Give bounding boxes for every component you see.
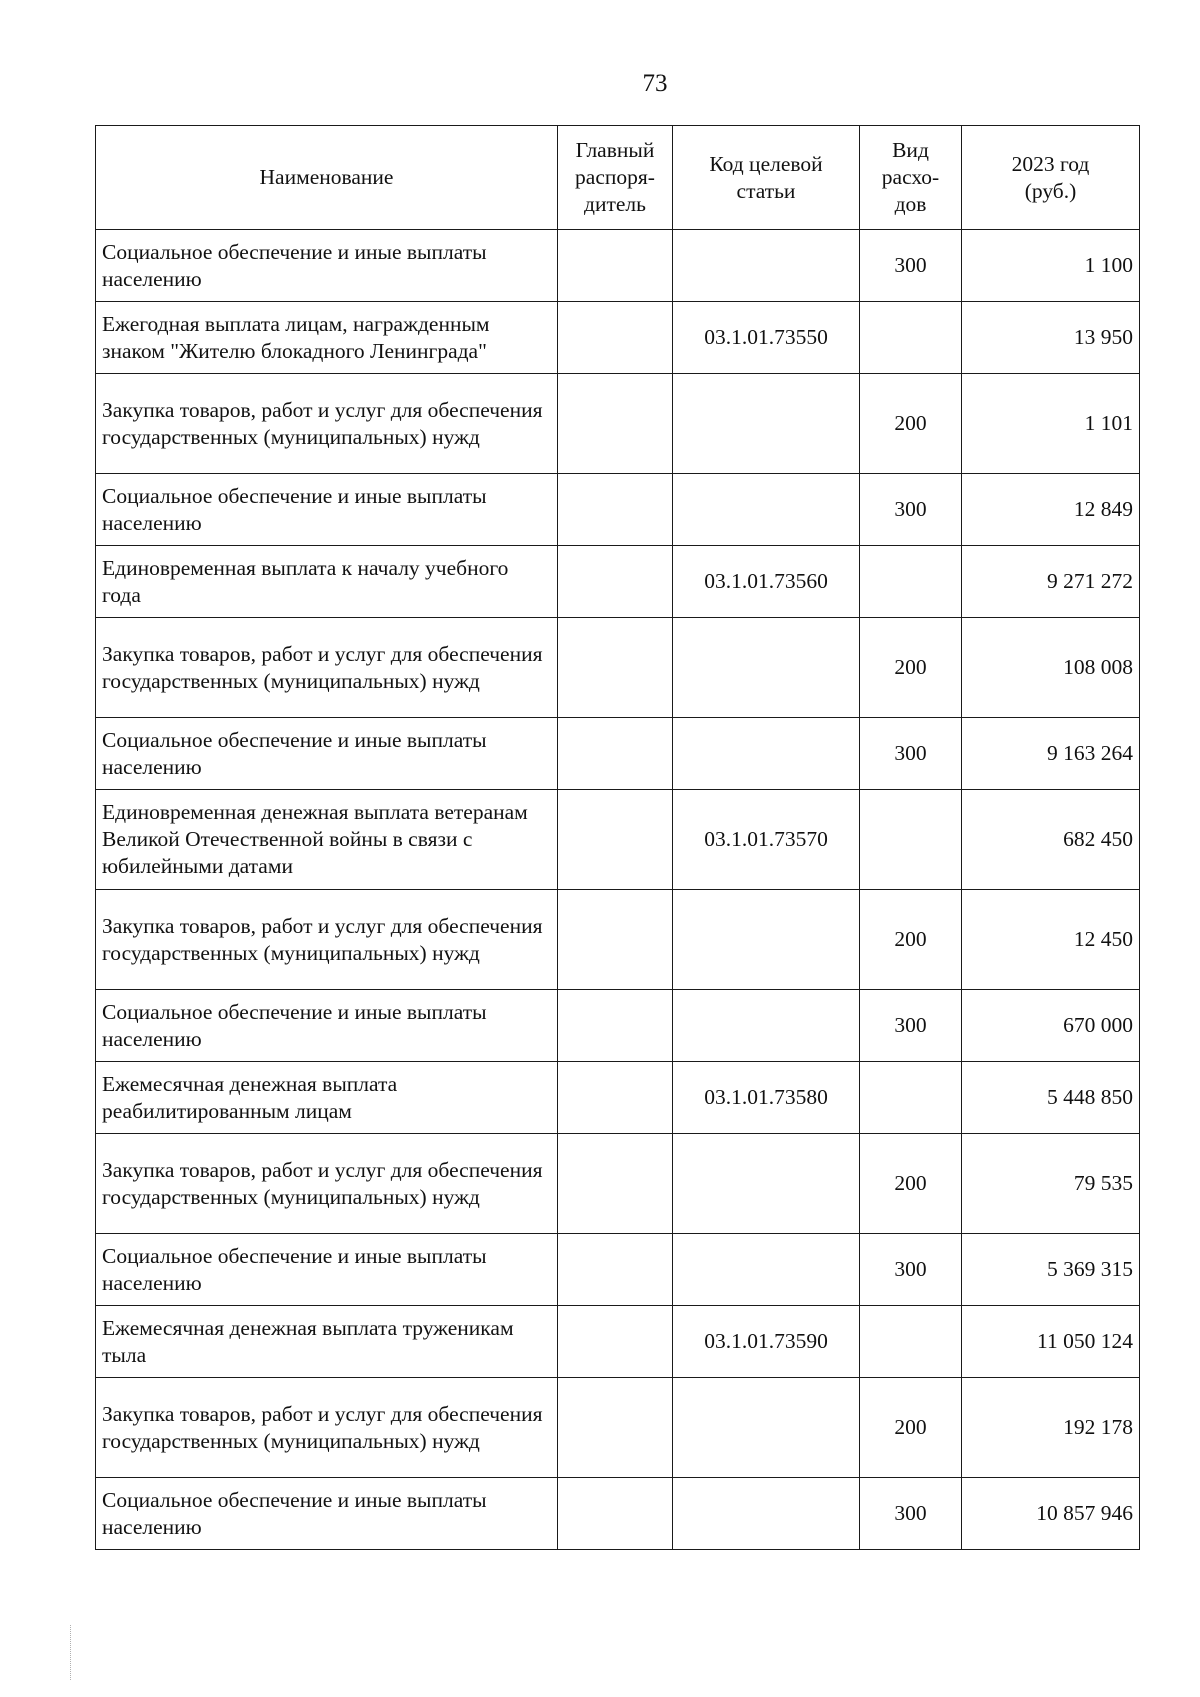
row-code-cell xyxy=(673,718,860,790)
row-distributor-cell xyxy=(558,1234,673,1306)
row-name-cell: Закупка товаров, работ и услуг для обеспечения государственных (муниципальных) нужд xyxy=(96,618,558,718)
page-number: 73 xyxy=(642,70,668,97)
column-header-kind xyxy=(860,126,962,230)
row-distributor-cell xyxy=(558,1134,673,1234)
row-name-cell: Закупка товаров, работ и услуг для обеспечения государственных (муниципальных) нужд xyxy=(96,1378,558,1478)
column-header-kind-text: Вид расхо- дов xyxy=(881,138,940,216)
row-amount-cell: 192 178 xyxy=(962,1378,1140,1478)
table-row xyxy=(96,1306,1140,1378)
row-kind-cell xyxy=(860,1062,962,1134)
table-body xyxy=(96,230,1140,1550)
row-code-cell xyxy=(673,1478,860,1550)
row-amount-cell: 682 450 xyxy=(962,790,1140,890)
row-code-cell xyxy=(673,1134,860,1234)
table-row xyxy=(96,790,1140,890)
row-code-cell xyxy=(673,374,860,474)
table-row xyxy=(96,618,1140,718)
row-name-cell: Единовременная выплата к началу учебного года xyxy=(96,546,558,618)
table-header-row xyxy=(96,126,1140,230)
row-distributor-cell xyxy=(558,1306,673,1378)
row-amount-cell: 10 857 946 xyxy=(962,1478,1140,1550)
table-row xyxy=(96,1062,1140,1134)
row-name-cell: Социальное обеспечение и иные выплаты населению xyxy=(96,230,558,302)
row-kind-cell xyxy=(860,790,962,890)
row-amount-cell: 9 271 272 xyxy=(962,546,1140,618)
row-distributor-cell xyxy=(558,374,673,474)
row-kind-cell: 200 xyxy=(860,618,962,718)
row-kind-cell: 200 xyxy=(860,1378,962,1478)
row-distributor-cell xyxy=(558,230,673,302)
row-distributor-cell xyxy=(558,474,673,546)
row-code-cell: 03.1.01.73560 xyxy=(673,546,860,618)
row-kind-cell: 200 xyxy=(860,374,962,474)
column-header-distributor-text: Главный распоря- дитель xyxy=(575,138,655,216)
row-kind-cell: 300 xyxy=(860,718,962,790)
row-distributor-cell xyxy=(558,890,673,990)
row-name-cell: Закупка товаров, работ и услуг для обеспечения государственных (муниципальных) нужд xyxy=(96,374,558,474)
row-code-cell xyxy=(673,1378,860,1478)
row-kind-cell xyxy=(860,302,962,374)
row-kind-cell xyxy=(860,1306,962,1378)
row-code-cell xyxy=(673,618,860,718)
row-name-cell: Социальное обеспечение и иные выплаты населению xyxy=(96,1234,558,1306)
row-name-cell: Социальное обеспечение и иные выплаты населению xyxy=(96,474,558,546)
row-name-cell: Ежемесячная денежная выплата реабилитированным лицам xyxy=(96,1062,558,1134)
row-kind-cell: 300 xyxy=(860,230,962,302)
row-distributor-cell xyxy=(558,718,673,790)
row-amount-cell: 5 369 315 xyxy=(962,1234,1140,1306)
row-distributor-cell xyxy=(558,1062,673,1134)
table-row xyxy=(96,990,1140,1062)
table-row xyxy=(96,230,1140,302)
row-code-cell: 03.1.01.73590 xyxy=(673,1306,860,1378)
row-distributor-cell xyxy=(558,302,673,374)
row-amount-cell: 1 101 xyxy=(962,374,1140,474)
column-header-amount xyxy=(962,126,1140,230)
row-code-cell: 03.1.01.73570 xyxy=(673,790,860,890)
table-row xyxy=(96,474,1140,546)
table-row xyxy=(96,1478,1140,1550)
row-kind-cell: 300 xyxy=(860,1478,962,1550)
table-row xyxy=(96,1134,1140,1234)
row-amount-cell: 13 950 xyxy=(962,302,1140,374)
row-name-cell: Единовременная денежная выплата ветеранам Великой Отечественной войны в связи с юбилейными датами xyxy=(96,790,558,890)
table-row xyxy=(96,1234,1140,1306)
row-code-cell: 03.1.01.73550 xyxy=(673,302,860,374)
row-name-cell: Закупка товаров, работ и услуг для обеспечения государственных (муниципальных) нужд xyxy=(96,890,558,990)
column-header-amount-text: 2023 год (руб.) xyxy=(1011,151,1090,203)
row-name-cell: Социальное обеспечение и иные выплаты населению xyxy=(96,718,558,790)
row-amount-cell: 1 100 xyxy=(962,230,1140,302)
row-amount-cell: 12 849 xyxy=(962,474,1140,546)
table-row xyxy=(96,374,1140,474)
column-header-code xyxy=(673,126,860,230)
row-code-cell xyxy=(673,474,860,546)
budget-table xyxy=(95,125,1140,1550)
row-code-cell: 03.1.01.73580 xyxy=(673,1062,860,1134)
table-row xyxy=(96,890,1140,990)
row-code-cell xyxy=(673,990,860,1062)
row-name-cell: Закупка товаров, работ и услуг для обеспечения государственных (муниципальных) нужд xyxy=(96,1134,558,1234)
row-amount-cell: 12 450 xyxy=(962,890,1140,990)
row-kind-cell: 300 xyxy=(860,474,962,546)
row-kind-cell xyxy=(860,546,962,618)
row-kind-cell: 300 xyxy=(860,990,962,1062)
scan-artifact xyxy=(70,1625,73,1680)
row-amount-cell: 670 000 xyxy=(962,990,1140,1062)
row-code-cell xyxy=(673,230,860,302)
row-amount-cell: 79 535 xyxy=(962,1134,1140,1234)
row-code-cell xyxy=(673,1234,860,1306)
row-kind-cell: 200 xyxy=(860,1134,962,1234)
row-distributor-cell xyxy=(558,790,673,890)
row-name-cell: Социальное обеспечение и иные выплаты населению xyxy=(96,990,558,1062)
row-amount-cell: 9 163 264 xyxy=(962,718,1140,790)
row-kind-cell: 300 xyxy=(860,1234,962,1306)
table-row xyxy=(96,302,1140,374)
row-distributor-cell xyxy=(558,1478,673,1550)
table-row xyxy=(96,718,1140,790)
row-distributor-cell xyxy=(558,990,673,1062)
row-amount-cell: 5 448 850 xyxy=(962,1062,1140,1134)
row-kind-cell: 200 xyxy=(860,890,962,990)
column-header-name: Наименование xyxy=(96,126,558,230)
row-distributor-cell xyxy=(558,618,673,718)
row-name-cell: Ежегодная выплата лицам, награжденным знаком "Жителю блокадного Ленинграда" xyxy=(96,302,558,374)
column-header-code-text: Код целевой статьи xyxy=(709,151,823,203)
row-amount-cell: 11 050 124 xyxy=(962,1306,1140,1378)
column-header-distributor xyxy=(558,126,673,230)
row-name-cell: Ежемесячная денежная выплата труженикам тыла xyxy=(96,1306,558,1378)
row-distributor-cell xyxy=(558,1378,673,1478)
table-row xyxy=(96,546,1140,618)
row-amount-cell: 108 008 xyxy=(962,618,1140,718)
row-distributor-cell xyxy=(558,546,673,618)
row-name-cell: Социальное обеспечение и иные выплаты населению xyxy=(96,1478,558,1550)
row-code-cell xyxy=(673,890,860,990)
table-row xyxy=(96,1378,1140,1478)
